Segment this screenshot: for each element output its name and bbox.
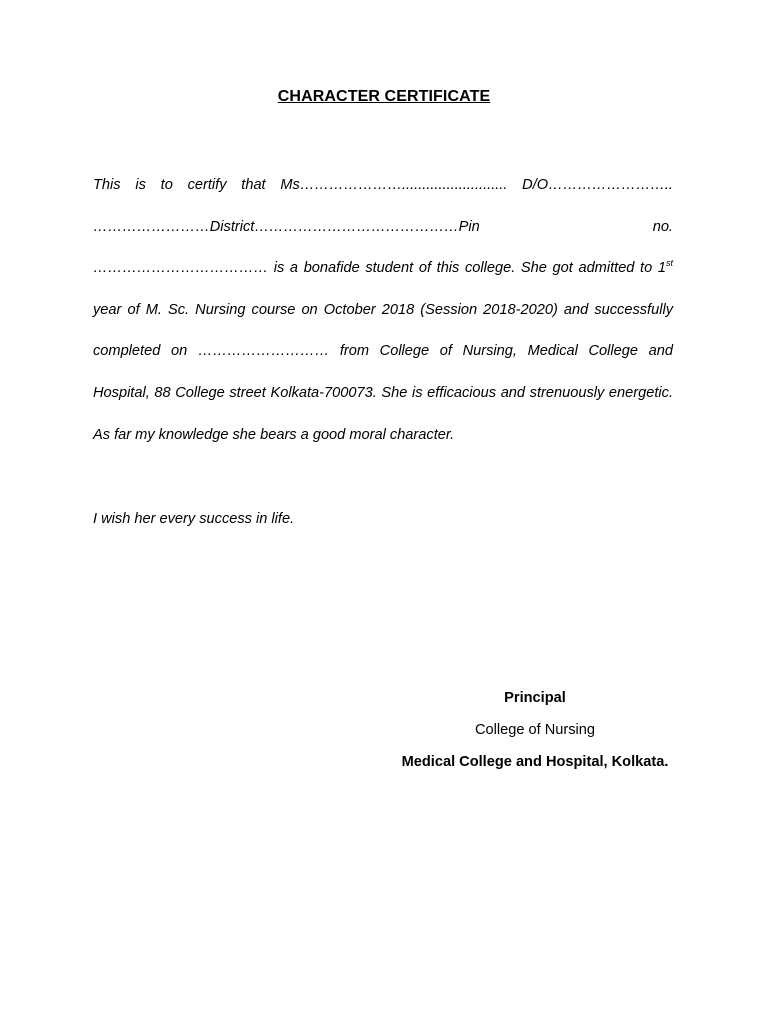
signatory-institution: Medical College and Hospital, Kolkata. [401,754,669,770]
signatory-college: College of Nursing [474,722,596,738]
certificate-title: CHARACTER CERTIFICATE [277,88,491,105]
body-text-part1: This is to certify that Ms………………….......................... D/O…………………….. ……………………District……………………………………Pin no. ……………………………… is a bonafide student of this college. She got admitted to 1 [93,177,673,277]
certificate-body [93,165,673,456]
body-text-part2: year of M. Sc. Nursing course on October 2018 (Session 2018-2020) and successfully completed on ……………………… from College of Nursing, Medical College and Hospital, 88 College street Kolkata-700073. She is efficacious and strenuously energetic. As far my knowledge she bears a good moral character. [93,301,673,443]
signature-block [370,682,700,778]
closing-wish: I wish her every success in life. [93,511,295,527]
signatory-role: Principal [504,690,566,706]
ordinal-suffix: st [665,258,673,269]
